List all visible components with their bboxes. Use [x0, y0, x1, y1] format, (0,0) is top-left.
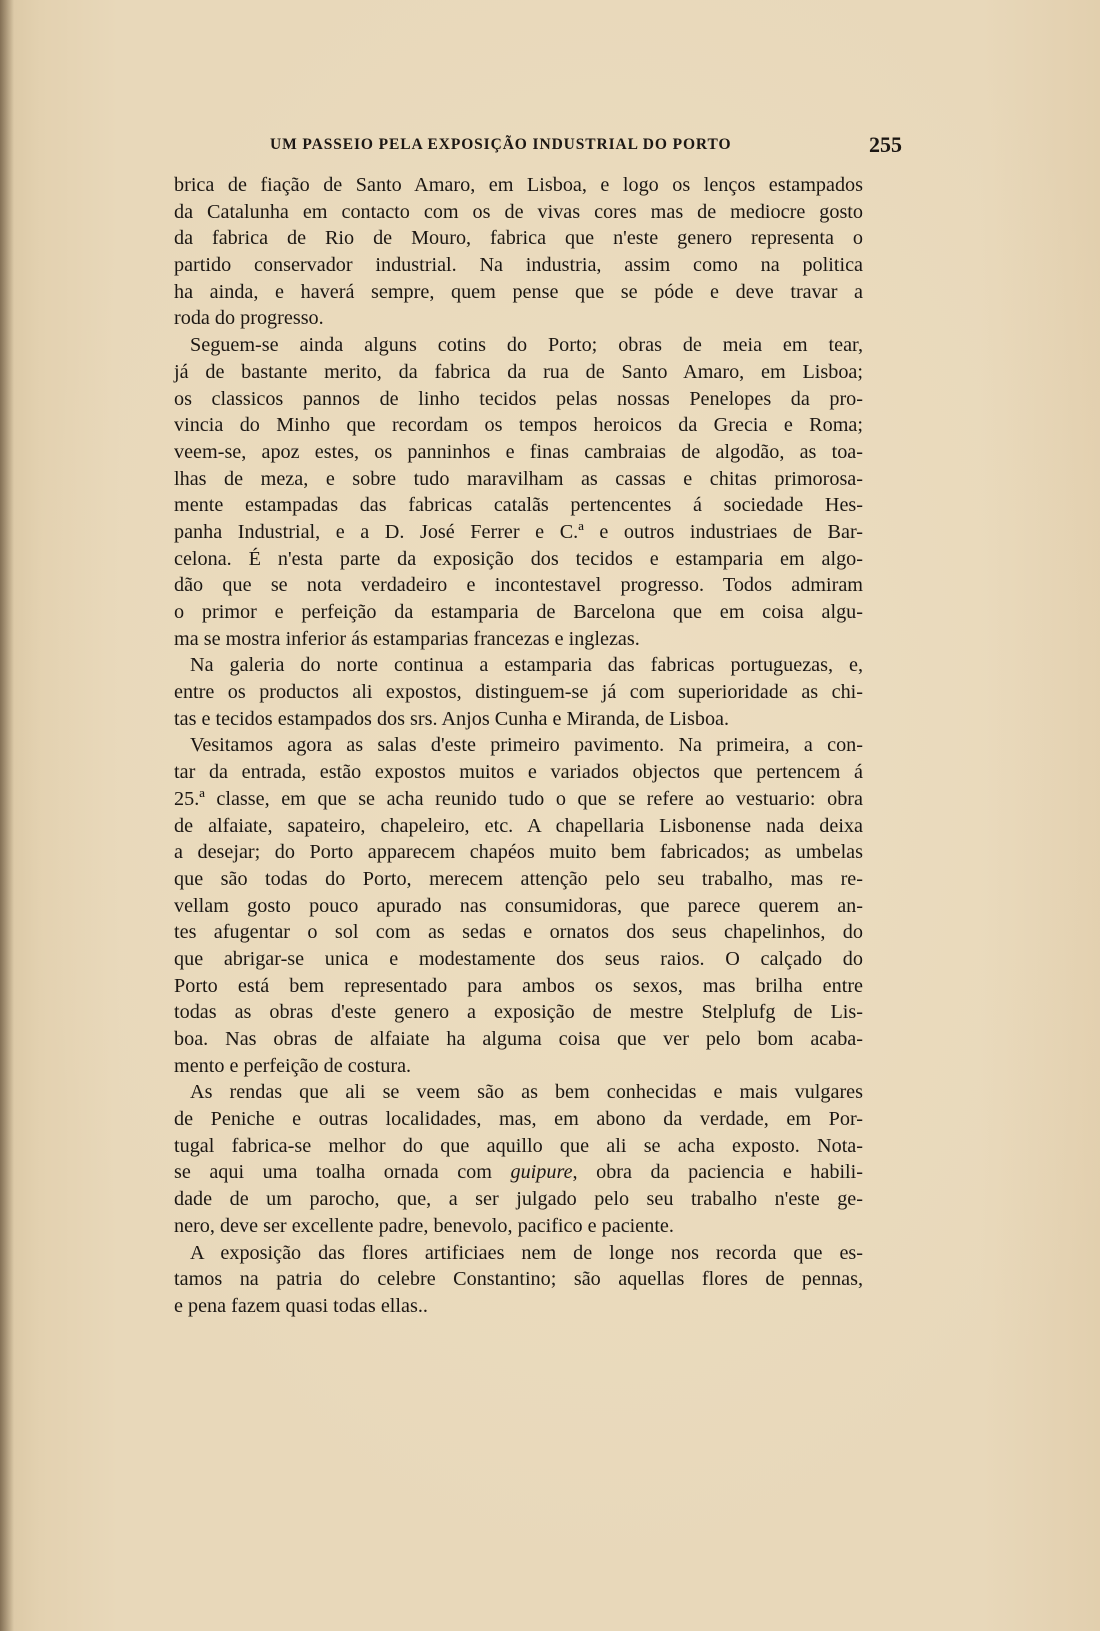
paragraph-2 — [174, 332, 863, 652]
text-line: celona. É n'esta parte da exposição dos tecidos e estamparia em algo- — [174, 547, 863, 570]
text-line: panha Industrial, e a D. José Ferrer e C.ª e outros industriaes de Bar- — [174, 520, 863, 543]
text-line: de alfaiate, sapateiro, chapeleiro, etc. A chapellaria Lisbonense nada deixa — [174, 814, 863, 837]
text-line: os classicos pannos de linho tecidos pelas nossas Penelopes da pro- — [174, 387, 863, 410]
text-line: vincia do Minho que recordam os tempos heroicos da Grecia e Roma; — [174, 414, 863, 437]
text-line: de Peniche e outras localidades, mas, em abono da verdade, em Por- — [174, 1108, 863, 1131]
text-line: o primor e perfeição da estamparia de Barcelona que em coisa algu- — [174, 601, 863, 623]
text-segment: , obra da paciencia e habili- — [572, 1161, 863, 1184]
text-line: ma se mostra inferior ás estamparias francezas e inglezas. — [174, 627, 640, 650]
page-number: 255 — [869, 132, 902, 157]
text-line: Seguem-se ainda alguns cotins do Porto; obras de meia em tear, — [190, 334, 863, 357]
text-line: partido conservador industrial. Na industria, assim como na politica — [174, 254, 863, 277]
paragraph-4 — [174, 732, 863, 1079]
text-line: lhas de meza, e sobre tudo maravilham as cassas e chitas primorosa- — [174, 467, 863, 490]
text-line: a desejar; do Porto apparecem chapéos muito bem fabricados; as umbelas — [174, 841, 863, 864]
text-line: que são todas do Porto, merecem attenção pelo seu trabalho, mas re- — [174, 867, 863, 890]
text-line: 25.ª classe, em que se acha reunido tudo o que se refere ao vestuario: obra — [174, 787, 863, 810]
text-line-guipure — [174, 1159, 863, 1186]
text-line: ha ainda, e haverá sempre, quem pense que se póde e deve travar a — [174, 280, 863, 303]
text-line: da fabrica de Rio de Mouro, fabrica que n'este genero representa o — [174, 227, 863, 250]
paragraph-5 — [174, 1079, 863, 1239]
text-line: da Catalunha em contacto com os de vivas cores mas de mediocre gosto — [174, 200, 863, 223]
paragraph-3 — [174, 652, 863, 732]
italic-term: guipure — [510, 1161, 573, 1184]
text-line: entre os productos ali expostos, distinguem-se já com superioridade as chi- — [174, 681, 863, 704]
text-line: A exposição das flores artificiaes nem de longe nos recorda que es- — [190, 1241, 863, 1264]
text-line: tes afugentar o sol com as sedas e ornatos dos seus chapelinhos, do — [174, 921, 863, 944]
text-line: mento e perfeição de costura. — [174, 1054, 412, 1077]
running-title: UM PASSEIO PELA EXPOSIÇÃO INDUSTRIAL DO PORTO — [270, 136, 732, 153]
text-line: Na galeria do norte continua a estamparia das fabricas portuguezas, e, — [190, 654, 863, 677]
text-line: e pena fazem quasi todas ellas.. — [174, 1294, 428, 1317]
paragraph-1 — [174, 172, 863, 332]
text-line: tar da entrada, estão expostos muitos e variados objectos que pertencem á — [174, 761, 863, 784]
text-line: tugal fabrica-se melhor do que aquillo que ali se acha exposto. Nota- — [174, 1134, 863, 1157]
text-line: boa. Nas obras de alfaiate ha alguma coisa que ver pelo bom acaba- — [174, 1028, 863, 1050]
text-line: vellam gosto pouco apurado nas consumidoras, que parece querem an- — [174, 894, 863, 917]
text-line: veem-se, apoz estes, os panninhos e finas cambraias de algodão, as toa- — [174, 440, 863, 463]
text-line: As rendas que ali se veem são as bem conhecidas e mais vulgares — [190, 1081, 863, 1104]
body-text — [174, 172, 863, 1320]
paragraph-6 — [174, 1240, 863, 1320]
text-line: todas as obras d'este genero a exposição de mestre Stelplufg de Lis- — [174, 1001, 863, 1024]
text-segment: se aqui uma toalha ornada com — [174, 1161, 511, 1184]
spine-shadow — [0, 0, 14, 1631]
text-line: brica de fiação de Santo Amaro, em Lisboa, e logo os lenços estampados — [174, 174, 863, 196]
text-line: dão que se nota verdadeiro e incontestavel progresso. Todos admiram — [174, 574, 863, 597]
text-line: tamos na patria do celebre Constantino; são aquellas flores de pennas, — [174, 1268, 863, 1291]
text-line: que abrigar-se unica e modestamente dos seus raios. O calçado do — [174, 947, 863, 970]
text-line: Porto está bem representado para ambos os sexos, mas brilha entre — [174, 974, 863, 997]
text-line: tas e tecidos estampados dos srs. Anjos Cunha e Miranda, de Lisboa. — [174, 707, 730, 730]
text-line: mente estampadas das fabricas catalãs pertencentes á sociedade Hes- — [174, 494, 863, 517]
text-line: já de bastante merito, da fabrica da rua de Santo Amaro, em Lisboa; — [174, 360, 863, 383]
text-line: Vesitamos agora as salas d'este primeiro pavimento. Na primeira, a con- — [190, 734, 863, 757]
text-line: nero, deve ser excellente padre, benevolo, pacifico e paciente. — [174, 1214, 674, 1237]
text-line: dade de um parocho, que, a ser julgado pelo seu trabalho n'este ge- — [174, 1188, 863, 1211]
page-header — [270, 132, 902, 162]
text-line: roda do progresso. — [174, 307, 324, 330]
